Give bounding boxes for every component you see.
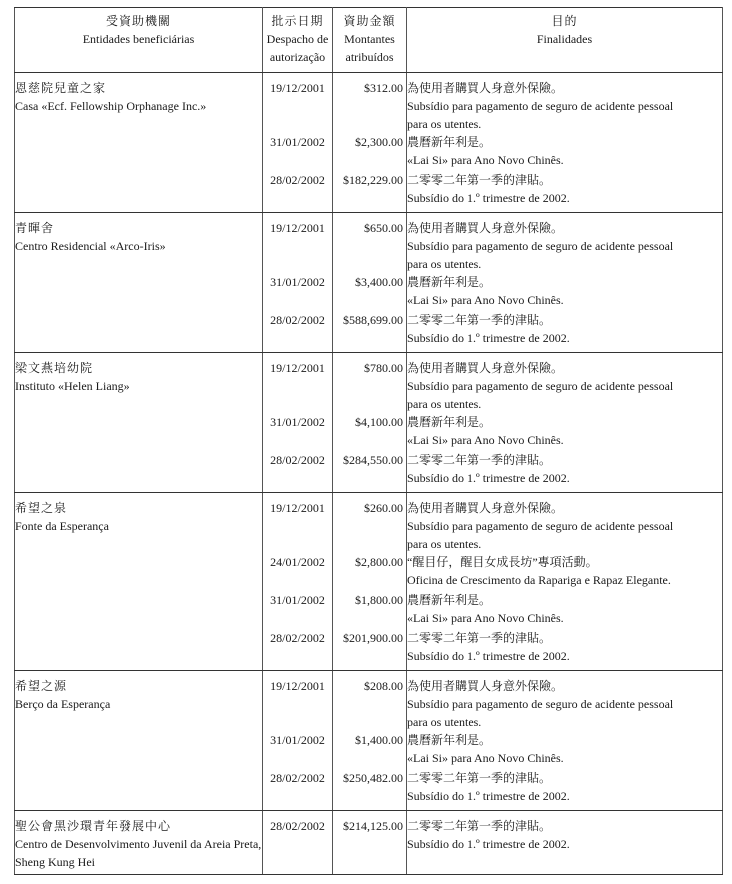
- grant-amount: $1,800.00: [355, 593, 403, 607]
- entity-cell: [15, 73, 263, 213]
- purpose-line: 農曆新年利是。: [407, 733, 492, 747]
- grant-date: 28/02/2002: [270, 173, 325, 187]
- purpose-line: 二零零二年第一季的津貼。: [407, 631, 552, 645]
- purpose-cell: [407, 671, 723, 811]
- grant-purpose: [407, 413, 722, 451]
- purpose-line: para os utentes.: [407, 117, 482, 131]
- purpose-line: Subsídio do 1.º trimestre de 2002.: [407, 191, 570, 205]
- purpose-cell: [407, 811, 723, 875]
- entity-cell: [15, 671, 263, 811]
- amount-cell: [333, 73, 407, 213]
- grant-amount: $2,300.00: [355, 135, 403, 149]
- date-cell: [263, 671, 333, 811]
- purpose-line: 為使用者購買人身意外保險。: [407, 679, 564, 693]
- entity-name-pt: Centro Residencial «Arco-Iris»: [15, 239, 166, 253]
- grant-date: 31/01/2002: [270, 733, 325, 747]
- header-amount-pt-1: Montantes: [344, 32, 395, 46]
- grant-purpose: [407, 677, 722, 731]
- purpose-line: Subsídio do 1.º trimestre de 2002.: [407, 331, 570, 345]
- header-date: [263, 8, 333, 73]
- header-date-pt-1: Despacho de: [266, 32, 329, 46]
- amount-cell: [333, 213, 407, 353]
- date-cell: [263, 353, 333, 493]
- grant-date: 28/02/2002: [270, 631, 325, 645]
- grant-date: 31/01/2002: [270, 593, 325, 607]
- amount-cell: [333, 493, 407, 671]
- purpose-line: Oficina de Crescimento da Rapariga e Rapaz Elegante.: [407, 573, 671, 587]
- grant-purpose: [407, 359, 722, 413]
- purpose-line: Subsídio para pagamento de seguro de acidente pessoal: [407, 379, 674, 393]
- grant-purpose: [407, 273, 722, 311]
- entity-cell: [15, 213, 263, 353]
- purpose-line: para os utentes.: [407, 715, 482, 729]
- purpose-line: Subsídio do 1.º trimestre de 2002.: [407, 789, 570, 803]
- grant-date: 24/01/2002: [270, 555, 325, 569]
- grant-purpose: [407, 451, 722, 489]
- header-amount-pt-2: atribuídos: [345, 50, 394, 64]
- header-purpose-pt: Finalidades: [536, 32, 593, 46]
- grant-purpose: [407, 219, 722, 273]
- grant-date: 31/01/2002: [270, 135, 325, 149]
- grant-date: 28/02/2002: [270, 313, 325, 327]
- table-row: [15, 353, 723, 493]
- date-cell: [263, 73, 333, 213]
- grant-purpose: [407, 731, 722, 769]
- grant-purpose: [407, 499, 722, 553]
- grant-amount: $2,800.00: [355, 555, 403, 569]
- grant-purpose: [407, 591, 722, 629]
- header-purpose-zh: 目的: [551, 14, 578, 28]
- purpose-cell: [407, 353, 723, 493]
- grant-date: 28/02/2002: [270, 453, 325, 467]
- table-row: [15, 671, 723, 811]
- grant-amount: $260.00: [364, 501, 403, 515]
- grant-amount: $182,229.00: [343, 173, 403, 187]
- grant-date: 31/01/2002: [270, 415, 325, 429]
- grant-amount: $650.00: [364, 221, 403, 235]
- entity-cell: [15, 493, 263, 671]
- entity-name-zh: 希望之泉: [15, 501, 68, 515]
- purpose-line: 二零零二年第一季的津貼。: [407, 819, 552, 833]
- table-row: [15, 811, 723, 875]
- purpose-line: 農曆新年利是。: [407, 593, 492, 607]
- grant-purpose: [407, 311, 722, 349]
- date-cell: [263, 811, 333, 875]
- entity-name-zh: 聖公會黑沙環青年發展中心: [15, 819, 172, 833]
- grant-date: 19/12/2001: [270, 361, 325, 375]
- grant-amount: $588,699.00: [343, 313, 403, 327]
- purpose-line: Subsídio do 1.º trimestre de 2002.: [407, 649, 570, 663]
- purpose-line: 二零零二年第一季的津貼。: [407, 771, 552, 785]
- grant-date: 28/02/2002: [270, 771, 325, 785]
- grant-date: 19/12/2001: [270, 501, 325, 515]
- purpose-line: para os utentes.: [407, 397, 482, 411]
- grant-date: 31/01/2002: [270, 275, 325, 289]
- table-row: [15, 493, 723, 671]
- purpose-line: «Lai Si» para Ano Novo Chinês.: [407, 433, 564, 447]
- table-body: [15, 73, 723, 875]
- grant-date: 28/02/2002: [270, 819, 325, 833]
- entity-cell: [15, 353, 263, 493]
- purpose-line: 為使用者購買人身意外保險。: [407, 361, 564, 375]
- date-cell: [263, 213, 333, 353]
- purpose-line: 農曆新年利是。: [407, 135, 492, 149]
- grant-amount: $780.00: [364, 361, 403, 375]
- purpose-line: Subsídio do 1.º trimestre de 2002.: [407, 837, 570, 851]
- grant-date: 19/12/2001: [270, 679, 325, 693]
- header-entity: [15, 8, 263, 73]
- grant-purpose: [407, 629, 722, 667]
- header-purpose: [407, 8, 723, 73]
- grant-amount: $201,900.00: [343, 631, 403, 645]
- purpose-line: 為使用者購買人身意外保險。: [407, 81, 564, 95]
- header-date-pt-2: autorização: [269, 50, 326, 64]
- grant-amount: $3,400.00: [355, 275, 403, 289]
- amount-cell: [333, 353, 407, 493]
- grant-purpose: [407, 171, 722, 209]
- purpose-line: “醒目仔，醒目女成長坊”專項活動。: [407, 555, 598, 569]
- grant-purpose: [407, 553, 722, 591]
- purpose-line: Subsídio para pagamento de seguro de acidente pessoal: [407, 239, 674, 253]
- purpose-line: 農曆新年利是。: [407, 275, 492, 289]
- purpose-cell: [407, 493, 723, 671]
- purpose-cell: [407, 73, 723, 213]
- grant-date: 19/12/2001: [270, 81, 325, 95]
- grant-amount: $250,482.00: [343, 771, 403, 785]
- entity-name-pt: Casa «Ecf. Fellowship Orphanage Inc.»: [15, 99, 207, 113]
- grant-amount: $284,550.00: [343, 453, 403, 467]
- purpose-line: 農曆新年利是。: [407, 415, 492, 429]
- purpose-line: «Lai Si» para Ano Novo Chinês.: [407, 611, 564, 625]
- grant-amount: $312.00: [364, 81, 403, 95]
- grant-purpose: [407, 817, 722, 855]
- entity-name-zh: 恩慈院兒童之家: [15, 81, 107, 95]
- grant-date: 19/12/2001: [270, 221, 325, 235]
- purpose-line: 二零零二年第一季的津貼。: [407, 453, 552, 467]
- grant-purpose: [407, 769, 722, 807]
- amount-cell: [333, 811, 407, 875]
- header-entity-pt: Entidades beneficiárias: [82, 32, 195, 46]
- table-row: [15, 73, 723, 213]
- grant-amount: $214,125.00: [343, 819, 403, 833]
- purpose-line: Subsídio para pagamento de seguro de acidente pessoal: [407, 99, 674, 113]
- entity-name-zh: 梁文燕培幼院: [15, 361, 94, 375]
- header-date-zh: 批示日期: [271, 14, 324, 28]
- purpose-line: «Lai Si» para Ano Novo Chinês.: [407, 153, 564, 167]
- grant-amount: $4,100.00: [355, 415, 403, 429]
- purpose-line: 二零零二年第一季的津貼。: [407, 173, 552, 187]
- purpose-line: «Lai Si» para Ano Novo Chinês.: [407, 293, 564, 307]
- grant-purpose: [407, 79, 722, 133]
- header-amount-zh: 資助金額: [343, 14, 396, 28]
- purpose-line: Subsídio do 1.º trimestre de 2002.: [407, 471, 570, 485]
- purpose-line: Subsídio para pagamento de seguro de acidente pessoal: [407, 697, 674, 711]
- grants-table: [14, 7, 723, 875]
- entity-cell: [15, 811, 263, 875]
- entity-name-pt: Berço da Esperança: [15, 697, 111, 711]
- purpose-line: 為使用者購買人身意外保險。: [407, 221, 564, 235]
- purpose-line: para os utentes.: [407, 537, 482, 551]
- table-row: [15, 213, 723, 353]
- date-cell: [263, 493, 333, 671]
- purpose-line: «Lai Si» para Ano Novo Chinês.: [407, 751, 564, 765]
- header-amount: [333, 8, 407, 73]
- grant-amount: $1,400.00: [355, 733, 403, 747]
- table-header-row: [15, 8, 723, 73]
- purpose-line: 二零零二年第一季的津貼。: [407, 313, 552, 327]
- purpose-line: 為使用者購買人身意外保險。: [407, 501, 564, 515]
- entity-name-pt: Fonte da Esperança: [15, 519, 109, 533]
- entity-name-zh: 青暉舍: [15, 221, 55, 235]
- entity-name-pt: Instituto «Helen Liang»: [15, 379, 130, 393]
- grant-amount: $208.00: [364, 679, 403, 693]
- entity-name-zh: 希望之源: [15, 679, 68, 693]
- grant-purpose: [407, 133, 722, 171]
- amount-cell: [333, 671, 407, 811]
- entity-name-pt: Centro de Desenvolvimento Juvenil da Areia Preta, Sheng Kung Hei: [15, 837, 262, 869]
- purpose-line: para os utentes.: [407, 257, 482, 271]
- purpose-line: Subsídio para pagamento de seguro de acidente pessoal: [407, 519, 674, 533]
- header-entity-zh: 受資助機關: [105, 14, 171, 28]
- purpose-cell: [407, 213, 723, 353]
